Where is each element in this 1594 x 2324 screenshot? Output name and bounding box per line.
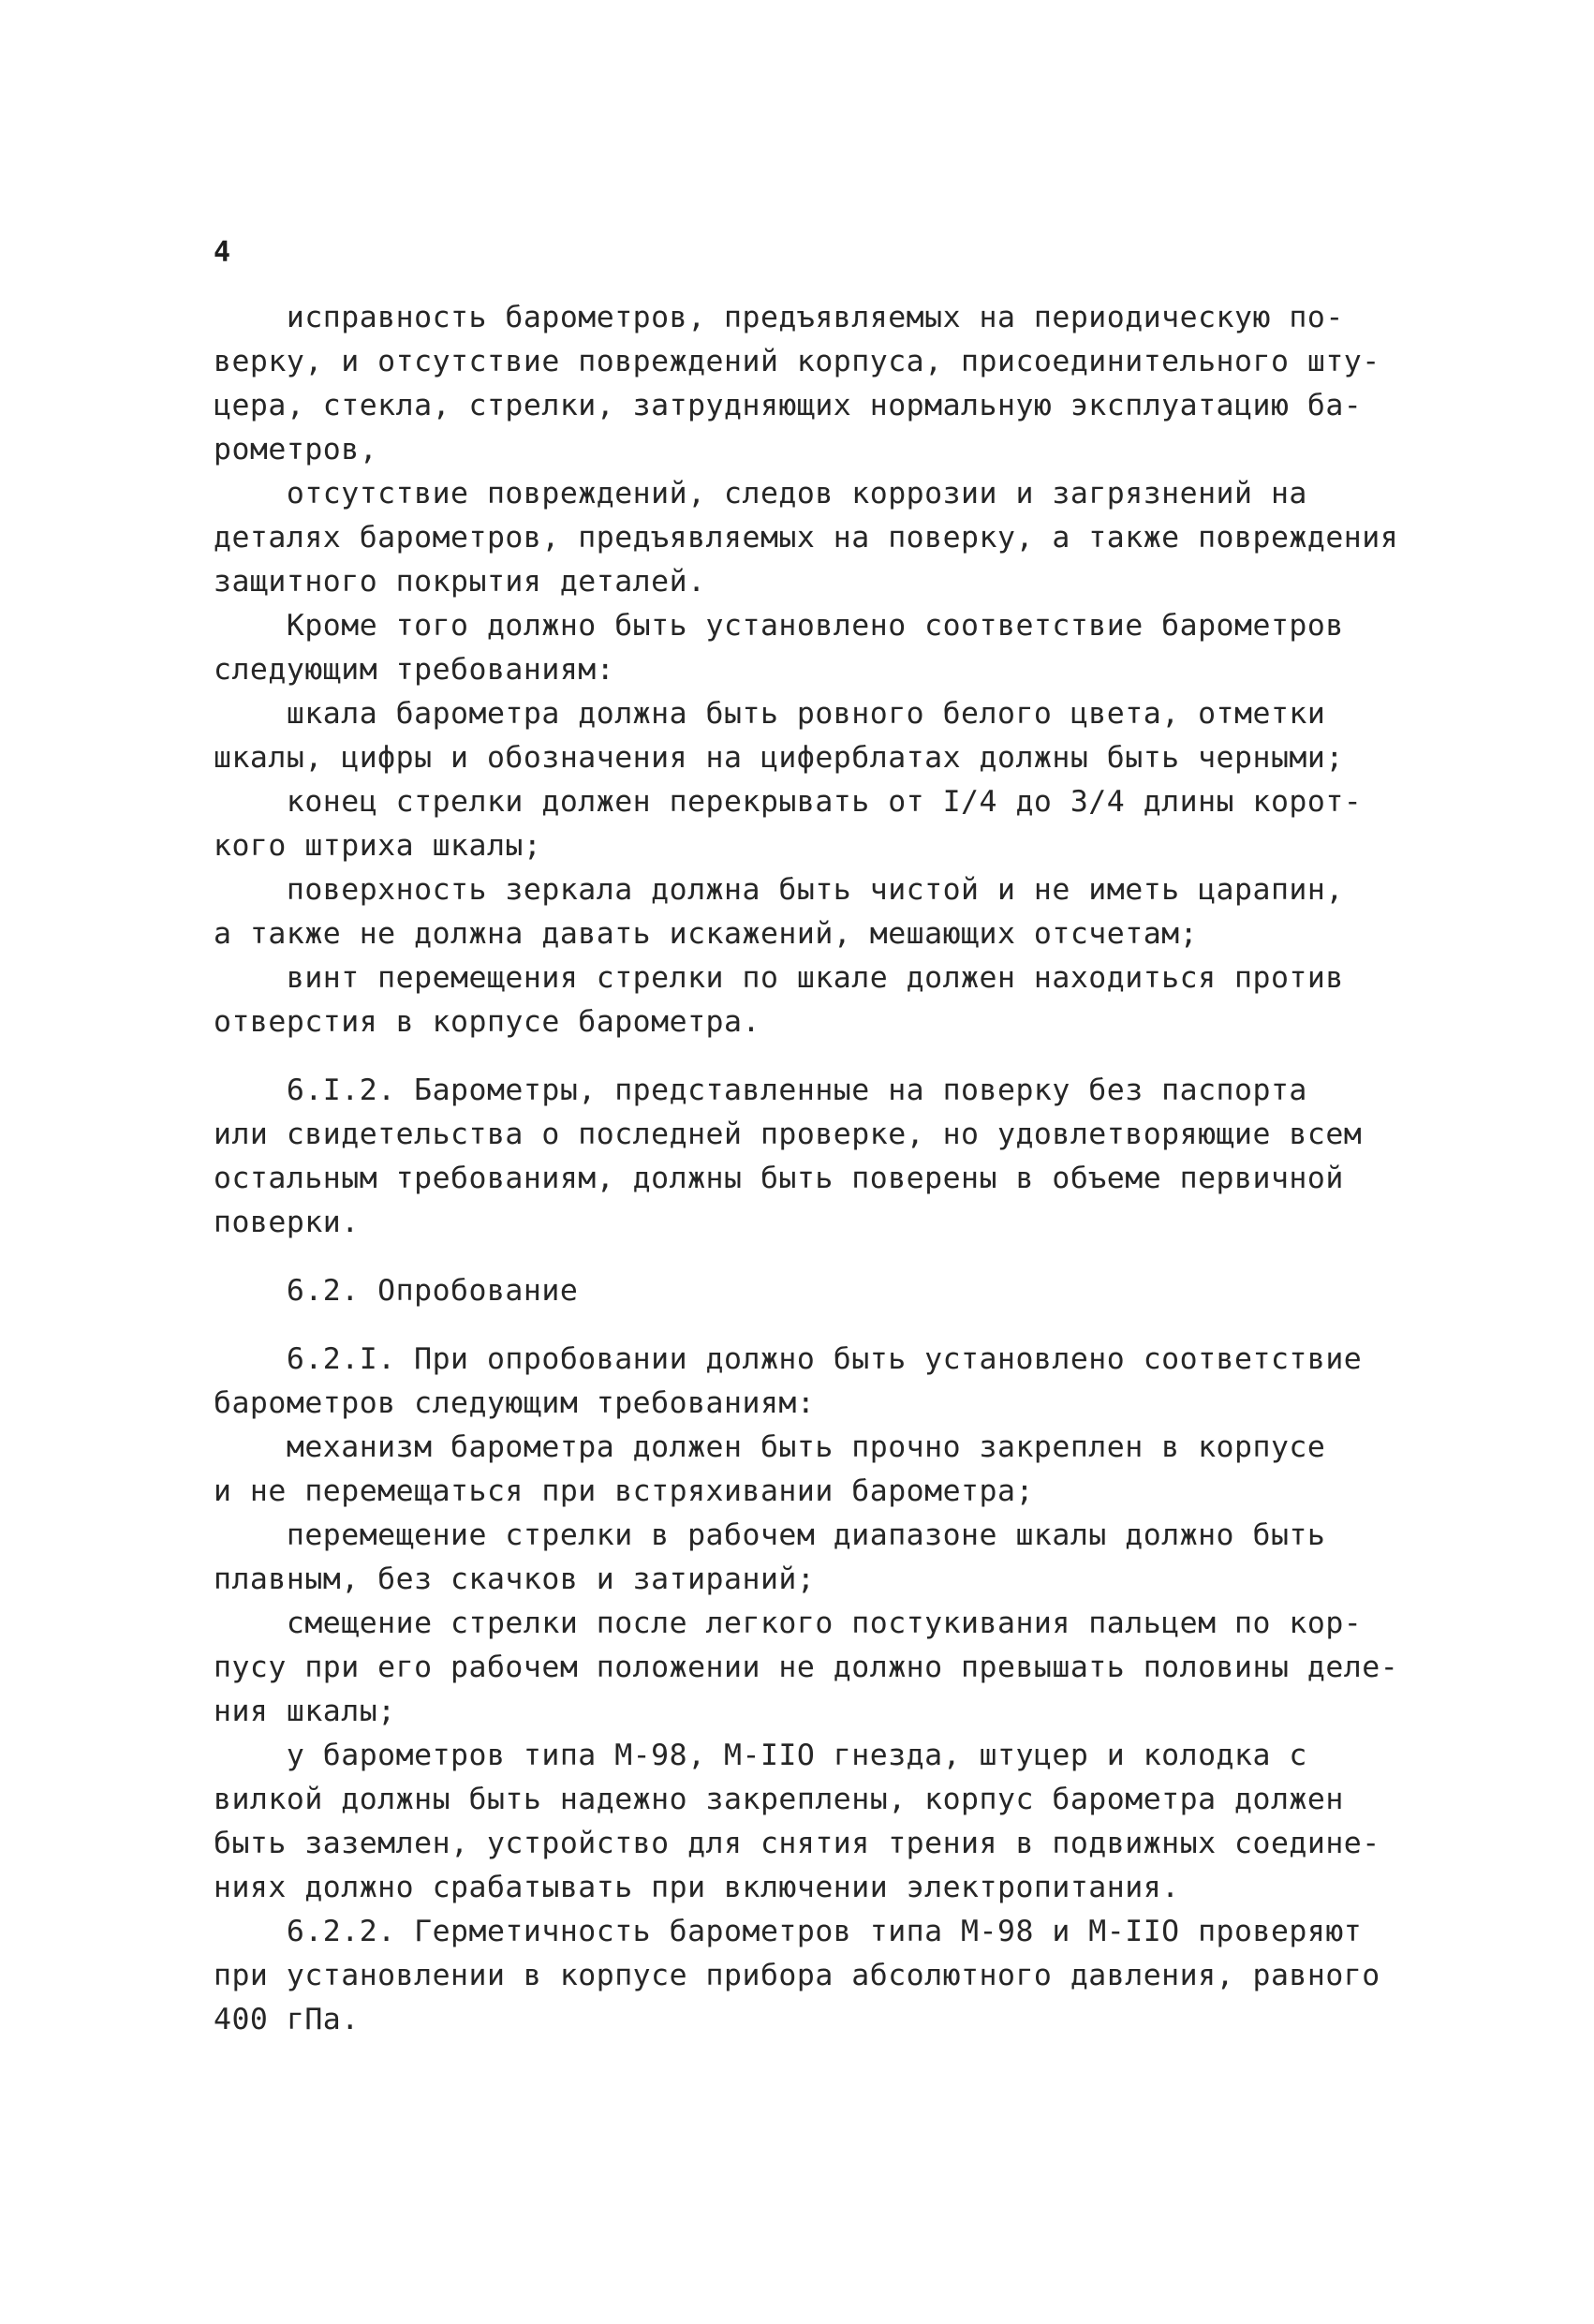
text-line: у барометров типа М-98, М-IIO гнезда, штуцер и колодка с (214, 1739, 1307, 1772)
text-line: 400 гПа. (214, 2003, 360, 2036)
text-line: механизм барометра должен быть прочно закреплен в корпусе (214, 1430, 1326, 1464)
text-line: конец стрелки должен перекрывать от I/4 до 3/4 длины корот- (214, 785, 1363, 819)
text-line: ния шкалы; (214, 1695, 396, 1728)
text-line: ниях должно срабатывать при включении электропитания. (214, 1871, 1180, 1904)
text-line: винт перемещения стрелки по шкале должен находиться против (214, 961, 1344, 995)
text-line: шкала барометра должна быть ровного белого цвета, отметки (214, 697, 1326, 731)
page-number: 4 (214, 236, 231, 269)
text-line: поверхность зеркала должна быть чистой и не иметь царапин, (214, 873, 1344, 907)
text-line: Кроме того должно быть установлено соответствие барометров (214, 609, 1344, 643)
text-line: или свидетельства о последней проверке, но удовлетворяющие всем (214, 1118, 1363, 1151)
text-line: барометров следующим требованиям: (214, 1386, 816, 1420)
text-line: следующим требованиям: (214, 653, 615, 687)
text-line: быть заземлен, устройство для снятия трения в подвижных соедине- (214, 1827, 1380, 1860)
text-line: кого штриха шкалы; (214, 829, 542, 863)
text-line: вилкой должны быть надежно закреплены, корпус барометра должен (214, 1783, 1344, 1816)
text-line: 6.2.2. Герметичность барометров типа М-98 и М-IIO проверяют (214, 1915, 1363, 1948)
text-line: и не перемещаться при встряхивании барометра; (214, 1474, 1034, 1508)
text-line: верку, и отсутствие повреждений корпуса, присоединительного шту- (214, 345, 1380, 378)
text-line: а также не должна давать искажений, мешающих отсчетам; (214, 917, 1199, 951)
text-line: 6.2. Опробование (214, 1274, 579, 1308)
text-line: 6.I.2. Барометры, представленные на поверку без паспорта (214, 1073, 1307, 1107)
text-line: цера, стекла, стрелки, затрудняющих нормальную эксплуатацию ба- (214, 389, 1363, 422)
text-line: при установлении в корпусе прибора абсолютного давления, равного (214, 1959, 1380, 1992)
text-line: остальным требованиям, должны быть поверены в объеме первичной (214, 1162, 1344, 1195)
text-line: отсутствие повреждений, следов коррозии и загрязнений на (214, 477, 1307, 511)
text-line: поверки. (214, 1206, 360, 1239)
body-text (214, 296, 1412, 2042)
text-line: исправность барометров, предъявляемых на периодическую по- (214, 301, 1344, 334)
text-line: плавным, без скачков и затираний; (214, 1562, 816, 1596)
text-line: шкалы, цифры и обозначения на циферблатах должны быть черными; (214, 741, 1344, 775)
text-line: деталях барометров, предъявляемых на поверку, а также повреждения (214, 521, 1399, 555)
text-line: отверстия в корпусе барометра. (214, 1005, 760, 1039)
text-line: рометров, (214, 433, 378, 466)
text-line: перемещение стрелки в рабочем диапазоне шкалы должно быть (214, 1518, 1326, 1552)
text-line: защитного покрытия деталей. (214, 565, 706, 599)
text-line: пусу при его рабочем положении не должно превышать половины деле- (214, 1650, 1399, 1684)
text-line: смещение стрелки после легкого постукивания пальцем по кор- (214, 1606, 1363, 1640)
text-line: 6.2.I. При опробовании должно быть установлено соответствие (214, 1342, 1363, 1376)
